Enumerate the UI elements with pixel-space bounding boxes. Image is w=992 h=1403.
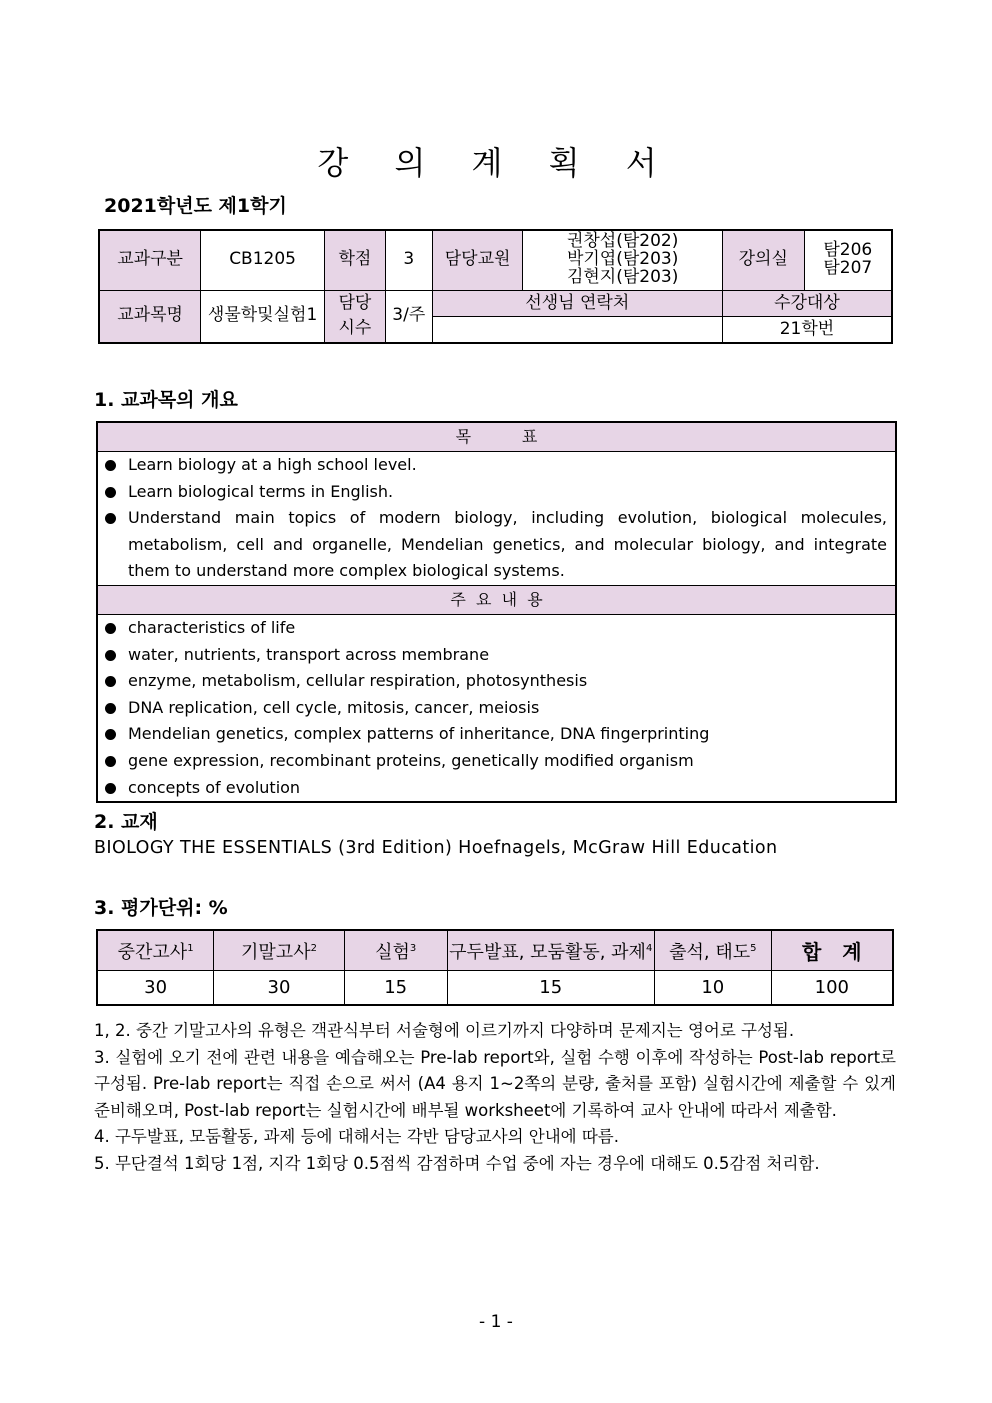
- subject-type-label: 교과구분: [99, 230, 201, 290]
- grade-header: 기말고사$^2$: [214, 930, 345, 971]
- section-1-heading: 1. 교과목의 개요: [94, 389, 238, 411]
- grade-value: 15: [447, 971, 654, 1006]
- list-item: [98, 505, 895, 585]
- document-title: 강 의 계 획 서: [317, 144, 675, 182]
- content-text: concepts of evolution: [128, 777, 301, 797]
- hours-label: [324, 290, 385, 343]
- note-text: 5. 무단결석 1회당 1점, 지각 1회당 0.5점씩 감점하며 수업 중에 자는 경우에 대해도 0.5감점 처리함.: [94, 1153, 820, 1173]
- page-number: - 1 -: [479, 1312, 513, 1332]
- semester-label: 2021학년도 제1학기: [104, 195, 287, 217]
- instructor-name: 김현지(탐203): [566, 267, 679, 288]
- list-item: [98, 748, 895, 775]
- hours-label-line: 시수: [338, 318, 372, 338]
- credit-label: 학점: [324, 230, 385, 290]
- content-list: [98, 615, 895, 801]
- target-value: 21학번: [722, 317, 892, 343]
- goals-list: [98, 452, 895, 585]
- contact-label: 선생님 연락처: [432, 290, 722, 317]
- list-item: [98, 721, 895, 748]
- list-item: [98, 695, 895, 722]
- content-text: enzyme, metabolism, cellular respiration, photosynthesis: [128, 671, 588, 691]
- room-name: 탐207: [823, 258, 873, 279]
- course-overview-box: [96, 421, 897, 803]
- bullet-icon: [105, 650, 116, 661]
- bullet-icon: [105, 513, 116, 524]
- content-header: 주 요 내 용: [98, 585, 895, 615]
- course-name-label: 교과목명: [99, 290, 201, 343]
- contact-value: [432, 317, 722, 343]
- grading-table: [96, 929, 894, 1006]
- content-text: gene expression, recombinant proteins, genetically modified organism: [128, 750, 694, 770]
- goal-text: Learn biological terms in English.: [128, 481, 394, 501]
- grade-value: 15: [344, 971, 447, 1006]
- instructor-label: 담당교원: [432, 230, 523, 290]
- list-item: [98, 668, 895, 695]
- list-item: [98, 615, 895, 642]
- bullet-icon: [105, 460, 116, 471]
- content-text: characteristics of life: [128, 617, 296, 637]
- bullet-icon: [105, 676, 116, 687]
- grade-header-total: 합 계: [771, 930, 893, 971]
- goal-text: Understand main topics of modern biology, including evolution, biological molecules, metabolism, cell and organelle, Mendelian genetics, and molecular biology, and integrate them to understand more complex biological systems.: [128, 508, 887, 581]
- bullet-icon: [105, 623, 116, 634]
- room-name: 탐206: [823, 240, 873, 261]
- hours-value: 3/주: [385, 290, 432, 343]
- grade-value: 30: [97, 971, 214, 1006]
- bullet-icon: [105, 756, 116, 767]
- grade-header: 중간고사$^1$: [97, 930, 214, 971]
- content-text: DNA replication, cell cycle, mitosis, cancer, meiosis: [128, 697, 540, 717]
- content-text: Mendelian genetics, complex patterns of inheritance, DNA fingerprinting: [128, 724, 710, 744]
- grade-value: 10: [654, 971, 771, 1006]
- instructor-list: [523, 230, 722, 290]
- goal-text: Learn biology at a high school level.: [128, 455, 417, 474]
- course-info-table: [98, 229, 893, 344]
- section-2-heading: 2. 교재: [94, 811, 158, 833]
- grade-header: 실험$^3$: [344, 930, 447, 971]
- note-text: 3. 실험에 오기 전에 관련 내용을 예습해오는 Pre-lab report와, 실험 수행 이후에 작성하는 Post-lab report로 구성됨. Pre-lab report는 직접 손으로 써서 (A4 용지 1~2쪽의 분량, 출처를 포함) 실험시간에 제출할 수 있게 준비해오며, Post-lab report는 실험시간에 배부될 worksheet에 기록하여 교사 안내에 따라서 제출함.: [94, 1047, 896, 1120]
- bullet-icon: [105, 703, 116, 714]
- room-list: [804, 230, 892, 290]
- grade-value: 30: [214, 971, 345, 1006]
- note-text: 1, 2. 중간 기말고사의 유형은 객관식부터 서술형에 이르기까지 다양하며 문제지는 영어로 구성됨.: [94, 1021, 795, 1040]
- grade-header: 구두발표, 모둠활동, 과제$^4$: [447, 930, 654, 971]
- content-text: water, nutrients, transport across membrane: [128, 644, 490, 664]
- list-item: [98, 642, 895, 669]
- goals-header: 목 표: [98, 423, 895, 452]
- list-item: [98, 775, 895, 802]
- textbook-text: BIOLOGY THE ESSENTIALS (3rd Edition) Hoefnagels, McGraw Hill Education: [94, 838, 778, 858]
- bullet-icon: [105, 487, 116, 498]
- course-name: 생물학및실험1: [201, 290, 325, 343]
- credit-value: 3: [385, 230, 432, 290]
- note-text: 4. 구두발표, 모둠활동, 과제 등에 대해서는 각반 담당교사의 안내에 따름.: [94, 1127, 619, 1147]
- target-label: 수강대상: [722, 290, 892, 317]
- instructor-name: 박기엽(탐203): [566, 249, 679, 270]
- grade-value-total: 100: [771, 971, 893, 1006]
- grading-notes: [94, 1018, 896, 1178]
- room-label: 강의실: [722, 230, 804, 290]
- bullet-icon: [105, 729, 116, 740]
- grade-header: 출석, 태도$^5$: [654, 930, 771, 971]
- list-item: [98, 452, 895, 479]
- subject-code: CB1205: [201, 230, 325, 290]
- hours-label-line: 담당: [338, 292, 372, 313]
- section-3-heading: 3. 평가단위: %: [94, 897, 228, 919]
- instructor-name: 권창섭(탐202): [566, 231, 679, 252]
- bullet-icon: [105, 783, 116, 794]
- list-item: [98, 479, 895, 506]
